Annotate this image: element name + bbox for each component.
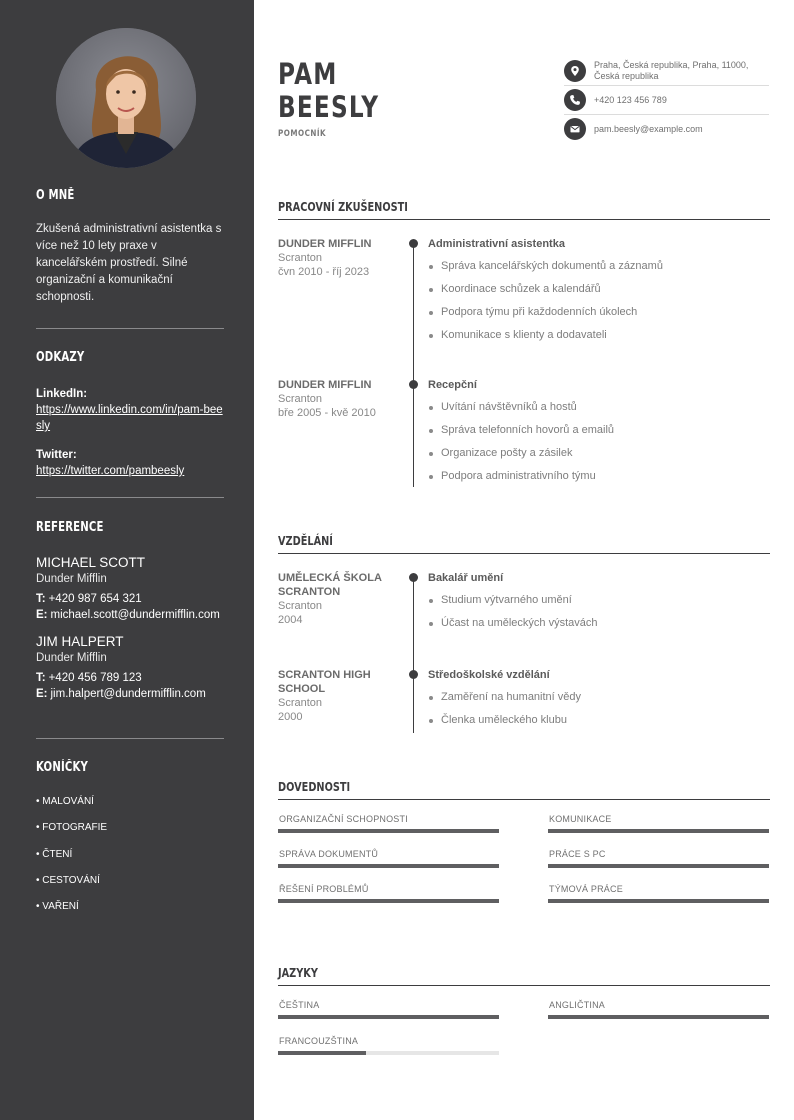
- list-item: Uvítání návštěvníků a hostů: [428, 396, 768, 419]
- skill-bar: [548, 899, 769, 903]
- skill-bar: [278, 899, 499, 903]
- skill-item: ORGANIZAČNÍ SCHOPNOSTI: [278, 814, 499, 833]
- entry-title: Administrativní asistentka: [428, 238, 565, 250]
- entry-org: DUNDER MIFFLIN: [278, 238, 372, 250]
- experience-entry: [278, 378, 770, 488]
- entry-title: Bakalář umění: [428, 572, 504, 584]
- skill-bar-fill: [548, 829, 769, 833]
- location-pin-icon: [564, 60, 586, 82]
- hobby-item: • MALOVÁNÍ: [36, 796, 94, 807]
- about-heading: O MNĚ: [36, 188, 75, 203]
- timeline-dot: [409, 380, 418, 389]
- job-role: POMOCNÍK: [278, 129, 327, 139]
- skill-bar-fill: [548, 899, 769, 903]
- entry-location: Scranton: [278, 252, 323, 264]
- list-item: Studium výtvarného umění: [428, 589, 768, 612]
- hobby-item: • VAŘENÍ: [36, 901, 79, 913]
- reference-item: [36, 633, 224, 702]
- skill-item: SPRÁVA DOKUMENTŮ: [278, 849, 499, 868]
- hobbies-section: [36, 760, 224, 926]
- reference-email: E: jim.halpert@dundermifflin.com: [36, 688, 206, 700]
- twitter-link[interactable]: https://twitter.com/pambeesly: [36, 465, 185, 477]
- timeline-dot: [409, 239, 418, 248]
- language-bar-fill: [548, 1015, 769, 1019]
- hobby-item: • ČTENÍ: [36, 848, 73, 860]
- entry-org: SCRANTON HIGH SCHOOL: [278, 669, 371, 695]
- sidebar: [0, 0, 254, 1120]
- contact-email: pam.beesly@example.com: [564, 115, 769, 143]
- education-heading: VZDĚLÁNÍ: [278, 532, 770, 554]
- entry-location: Scranton: [278, 393, 323, 405]
- language-bar-fill: [278, 1051, 366, 1055]
- linkedin-label: LinkedIn:: [36, 388, 88, 400]
- first-name: PAM: [278, 57, 338, 91]
- contact-address: Praha, Česká republika, Praha, 11000, Česká republika: [564, 57, 769, 86]
- entry-title: Středoškolské vzdělání: [428, 669, 550, 681]
- entry-location: Scranton: [278, 600, 323, 612]
- entry-dates: čvn 2010 - říj 2023: [278, 266, 370, 278]
- entry-dates: 2004: [278, 614, 303, 626]
- full-name: [278, 58, 379, 124]
- skill-bar: [278, 829, 499, 833]
- entry-org: DUNDER MIFFLIN: [278, 379, 372, 391]
- skill-bar: [278, 864, 499, 868]
- list-item: Podpora administrativního týmu: [428, 465, 768, 488]
- references-heading: REFERENCE: [36, 520, 104, 535]
- entry-dates: bře 2005 - kvě 2010: [278, 407, 376, 419]
- hobby-item: • CESTOVÁNÍ: [36, 874, 100, 886]
- hobby-item: • FOTOGRAFIE: [36, 822, 108, 834]
- reference-phone: T: +420 987 654 321: [36, 593, 142, 605]
- skill-bar-fill: [548, 864, 769, 868]
- list-item: Správa kancelářských dokumentů a záznamů: [428, 255, 768, 278]
- reference-company: Dunder Mifflin: [36, 652, 107, 664]
- reference-email: E: michael.scott@dundermifflin.com: [36, 609, 220, 621]
- language-bar: [278, 1051, 499, 1055]
- skill-item: PRÁCE S PC: [548, 849, 769, 868]
- sidebar-divider: [36, 328, 224, 329]
- languages-heading: JAZYKY: [278, 964, 770, 986]
- entry-dates: 2000: [278, 711, 303, 723]
- last-name: BEESLY: [278, 90, 380, 124]
- language-bar-fill: [278, 1015, 499, 1019]
- about-section: [36, 188, 224, 306]
- skill-item: KOMUNIKACE: [548, 814, 769, 833]
- links-heading: ODKAZY: [36, 350, 85, 365]
- reference-item: [36, 554, 224, 623]
- phone-icon: [564, 89, 586, 111]
- contact-phone: +420 123 456 789: [564, 86, 769, 115]
- skill-item: ŘEŠENÍ PROBLÉMŮ: [278, 884, 499, 903]
- timeline-dot: [409, 573, 418, 582]
- linkedin-link[interactable]: https://www.linkedin.com/in/pam-beesly: [36, 404, 223, 432]
- skill-bar-fill: [278, 899, 499, 903]
- reference-phone: T: +420 456 789 123: [36, 672, 142, 684]
- list-item: Účast na uměleckých výstavách: [428, 612, 768, 635]
- skill-bar-fill: [278, 864, 499, 868]
- profile-photo: [56, 28, 196, 168]
- sidebar-divider: [36, 497, 224, 498]
- reference-company: Dunder Mifflin: [36, 573, 107, 585]
- skill-bar-fill: [278, 829, 499, 833]
- sidebar-divider: [36, 738, 224, 739]
- list-item: Podpora týmu při každodenních úkolech: [428, 301, 768, 324]
- hobbies-heading: KONÍČKY: [36, 760, 89, 775]
- skill-bar: [548, 864, 769, 868]
- language-item: ANGLIČTINA: [548, 1000, 769, 1019]
- language-item: ČEŠTINA: [278, 1000, 499, 1019]
- skills-heading: DOVEDNOSTI: [278, 778, 770, 800]
- language-bar: [548, 1015, 769, 1019]
- entry-org: UMĚLECKÁ ŠKOLA SCRANTON: [278, 572, 382, 598]
- experience-heading: PRACOVNÍ ZKUŠENOSTI: [278, 198, 770, 220]
- list-item: Zaměření na humanitní vědy: [428, 686, 768, 709]
- reference-name: MICHAEL SCOTT: [36, 555, 146, 570]
- language-bar: [278, 1015, 499, 1019]
- envelope-icon: [564, 118, 586, 140]
- list-item: Komunikace s klienty a dodavateli: [428, 324, 768, 347]
- list-item: Organizace pošty a zásilek: [428, 442, 768, 465]
- education-entry: [278, 668, 770, 732]
- entry-title: Recepční: [428, 379, 477, 391]
- language-item: FRANCOUZŠTINA: [278, 1036, 499, 1055]
- skill-item: TÝMOVÁ PRÁCE: [548, 884, 769, 903]
- list-item: Členka uměleckého klubu: [428, 709, 768, 732]
- list-item: Koordinace schůzek a kalendářů: [428, 278, 768, 301]
- entry-location: Scranton: [278, 697, 323, 709]
- references-section: [36, 520, 224, 702]
- reference-name: JIM HALPERT: [36, 634, 124, 649]
- twitter-label: Twitter:: [36, 449, 77, 461]
- links-section: [36, 350, 224, 479]
- timeline-dot: [409, 670, 418, 679]
- contact-block: [564, 57, 769, 143]
- about-text: Zkušená administrativní asistentka s více než 10 lety praxe v kancelářském prostředí. Silné organizační a komunikační schopnosti.: [36, 223, 222, 303]
- skill-bar: [548, 829, 769, 833]
- list-item: Správa telefonních hovorů a emailů: [428, 419, 768, 442]
